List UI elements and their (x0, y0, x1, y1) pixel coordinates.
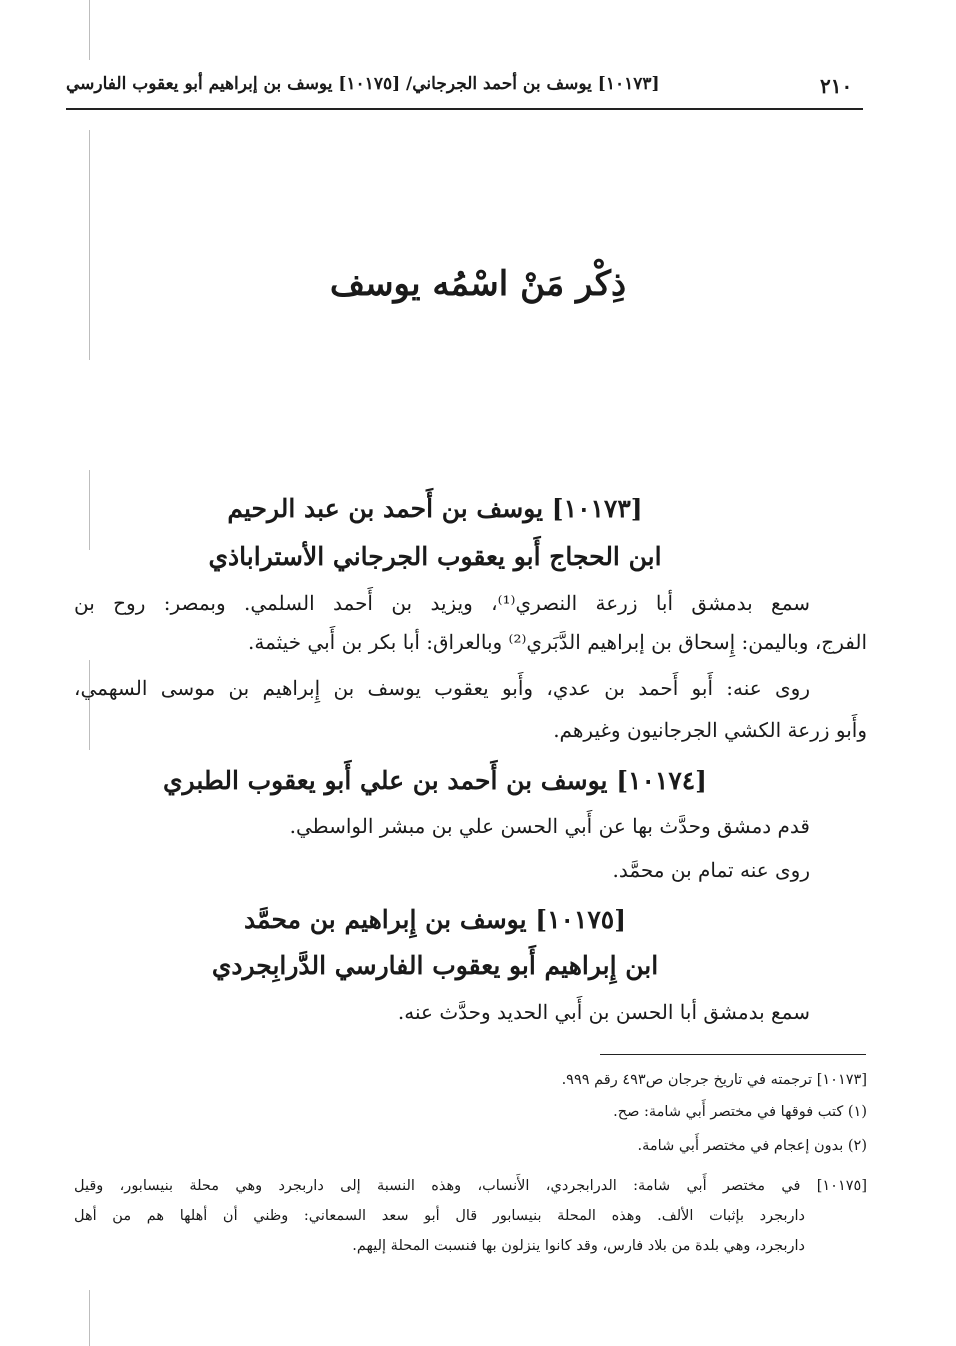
entry-title: ابن إِبراهيم أَبو يعقوب الفارسي الدَّرابِجردي (211, 951, 659, 980)
margin-guide-line (89, 1290, 90, 1346)
section-title: ذِكْر مَنْ اسْمُه يوسف (329, 264, 627, 304)
footnote-rule (600, 1054, 866, 1055)
body-line: روى عنه تمام بن محمَّد. (612, 858, 810, 882)
entry-title: ابن الحجاج أَبو يعقوب الجرجاني الأستراباذي (208, 542, 662, 571)
margin-guide-line (89, 0, 90, 60)
body-line: قدم دمشق وحدَّث بها عن أَبي الحسن علي بن مبشر الواسطي. (289, 814, 810, 838)
header-rule (66, 108, 863, 110)
body-line: وأَبو زرعة الكشي الجرجانيون وغيرهم. (553, 718, 867, 742)
footnote: (٢) بدون إعجام في مختصر أَبي شامة. (637, 1138, 867, 1154)
footnote: [١٠١٧٣] ترجمته في تاريخ جرجان ص٤٩٣ رقم ٩٩٩. (561, 1072, 867, 1088)
entry-title: [١٠١٧٣] يوسف بن أَحمد بن عبد الرحيم (227, 494, 643, 523)
body-line: سمع بدمشق أبا الحسن بن أَبي الحديد وحدَّث عنه. (397, 1000, 810, 1024)
footnote-continuation: داربجرد بإثبات الألف. وهذه المحلة بنيسابور قال أبو سعد السمعاني: وظني أن أهلها هم من أهل (74, 1208, 805, 1224)
footnote: [١٠١٧٥] في مختصر أَبي شامة: الدرابجردي، الأَنساب، وهذه النسبة إلى داربجرد وهي محلة بنيسابور، وقيل (74, 1178, 867, 1194)
body-line: الفرج، وباليمن: إِسحاق بن إبراهيم الدَّبَري⁽²⁾ وبالعراق: أبا بكر بن أَبي خيثمة. (247, 630, 867, 654)
entry-title: [١٠١٧٤] يوسف بن أَحمد بن علي أَبو يعقوب الطبري (162, 766, 708, 795)
footnote: (١) كتب فوقها في مختصر أَبي شامة: صح. (613, 1104, 867, 1120)
margin-guide-line (89, 130, 90, 360)
running-header: [١٠١٧٣] يوسف بن أحمد الجرجاني/ [١٠١٧٥] يوسف بن إبراهيم أبو يعقوب الفارسي (66, 74, 660, 94)
page-number: ٢١٠ (820, 74, 853, 98)
body-line: سمع بدمشق أبا زرعة النصري⁽¹⁾، ويزيد بن أَحمد السلمي. وبمصر: روح بن (74, 591, 811, 615)
margin-guide-line (89, 470, 90, 550)
body-line: روى عنه: أَبو أَحمد بن عدي، وأَبو يعقوب يوسف بن إِبراهيم بن موسى السهمي، (74, 676, 810, 700)
entry-title: [١٠١٧٥] يوسف بن إِبراهيم بن محمَّد (243, 905, 627, 934)
footnote-continuation: داربجرد، وهي بلدة من بلاد فارس، وقد كانوا ينزلون بها فنسبت المحلة إليهم. (352, 1238, 805, 1254)
margin-guide-line (89, 660, 90, 750)
